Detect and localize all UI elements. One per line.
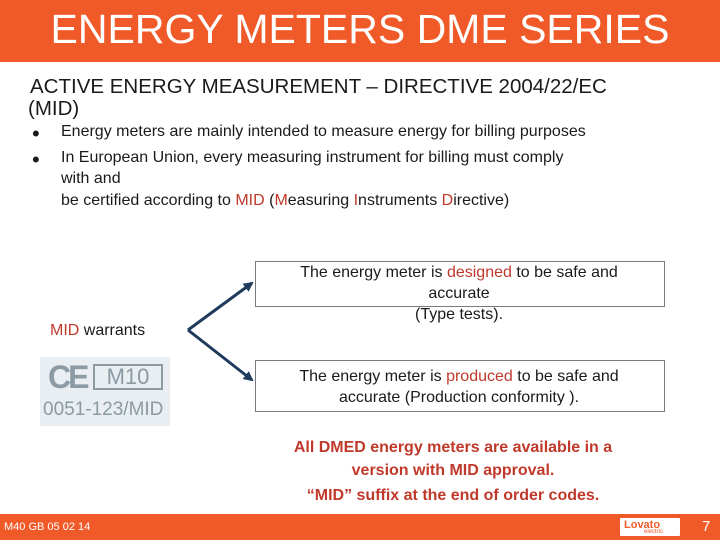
bullet-2-text: In European Union, every measuring instrument for billing must comply <box>61 149 564 166</box>
title-bar <box>0 0 720 62</box>
document-code: M40 GB 05 02 14 <box>4 521 91 533</box>
badge-code: 0051-123/MID <box>43 399 164 420</box>
logo-subtext: electric <box>644 529 664 535</box>
open-paren: ( <box>264 192 275 209</box>
badge-model: M10 <box>93 364 163 390</box>
designed-suffix: to be safe and <box>511 264 618 281</box>
mid-warrants-rest: warrants <box>79 322 146 339</box>
designed-prefix: The energy meter is <box>300 264 447 281</box>
bullet-2-continuation-line2 <box>61 190 509 212</box>
bullet-1-text: Energy meters are mainly intended to measure energy for billing purposes <box>61 123 586 140</box>
continuation-prefix: be certified according to <box>61 192 236 209</box>
section-heading <box>30 76 720 120</box>
section-heading-line1: ACTIVE ENERGY MEASUREMENT – DIRECTIVE 2004/22/EC <box>30 75 607 98</box>
d-letter: D <box>441 192 454 209</box>
produced-prefix: The energy meter is <box>299 368 447 385</box>
arrow-to-designed <box>188 283 252 330</box>
arrow-to-produced <box>188 330 252 380</box>
closing-line3: “MID” suffix at the end of order codes. <box>306 487 600 504</box>
ce-mark: CE <box>48 359 87 395</box>
bullet-2-marker: • <box>32 147 40 172</box>
produced-word: produced <box>446 368 513 385</box>
produced-suffix: to be safe and <box>512 368 619 385</box>
designed-line3: (Type tests). <box>414 306 504 323</box>
lovato-logo <box>620 518 680 536</box>
produced-line2: accurate (Production conformity ). <box>338 389 580 406</box>
closing-line2: version with MID approval. <box>351 462 555 479</box>
d-rest: irective) <box>453 192 510 209</box>
i-letter: I <box>353 192 359 209</box>
mid-warrants-mid: MID <box>50 322 80 339</box>
produced-box-text <box>255 366 663 408</box>
ce-mid-badge <box>40 357 170 426</box>
section-heading-line2: (MID) <box>28 97 80 120</box>
mid-highlight: MID <box>235 192 265 209</box>
m-letter: M <box>274 192 288 209</box>
designed-word: designed <box>446 264 512 281</box>
m-rest: easuring <box>287 192 354 209</box>
bullet-1-marker: • <box>32 121 40 146</box>
i-rest: nstruments <box>358 192 442 209</box>
logo-wordmark: Lovato <box>624 519 661 531</box>
produced-line1 <box>255 366 663 387</box>
page-title: ENERGY METERS DME SERIES <box>50 6 670 52</box>
bullet-2-continuation-line1: with and <box>61 170 121 187</box>
designed-box-text <box>255 262 663 325</box>
designed-line2: accurate <box>428 285 490 302</box>
footer-bar <box>0 514 720 540</box>
closing-line1: All DMED energy meters are available in a <box>293 439 613 456</box>
mid-warrants-label <box>50 320 145 342</box>
designed-line1 <box>255 262 663 283</box>
page-number: 7 <box>702 518 711 535</box>
